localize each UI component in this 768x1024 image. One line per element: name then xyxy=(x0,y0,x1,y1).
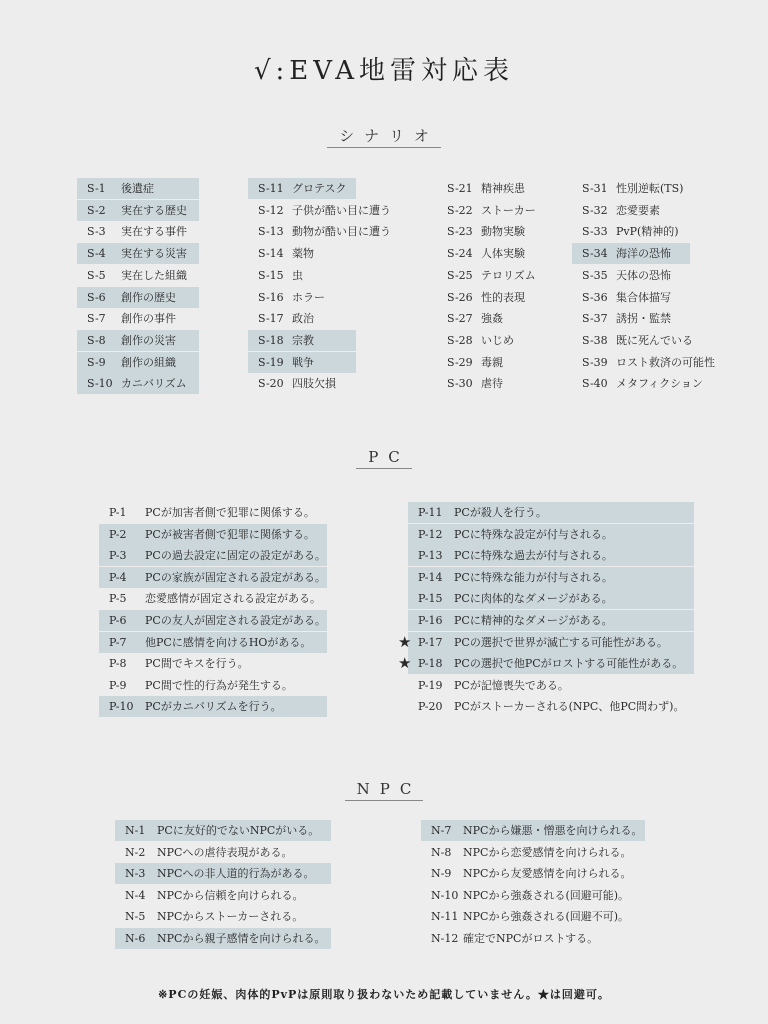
scenario-label: 精神疾患 xyxy=(481,182,525,195)
pc-item xyxy=(99,632,327,653)
scenario-item xyxy=(248,221,391,242)
scenario-label: 既に死んでいる xyxy=(616,333,693,347)
npc-code: N-7 xyxy=(431,824,452,837)
npc-item xyxy=(421,928,645,949)
scenario-label: グロテスク xyxy=(292,182,347,195)
pc-item xyxy=(408,524,694,545)
scenario-label: 虫 xyxy=(292,268,303,282)
scenario-label: 毒親 xyxy=(481,355,503,369)
scenario-label: 天体の恐怖 xyxy=(616,268,671,282)
scenario-item xyxy=(77,265,199,286)
scenario-code: S-5 xyxy=(87,268,106,282)
scenario-label: 実在する災害 xyxy=(121,247,187,261)
pc-item xyxy=(99,610,327,631)
scenario-label: テロリズム xyxy=(481,268,536,282)
pc-label: PCが殺人を行う。 xyxy=(454,506,547,519)
scenario-code: S-4 xyxy=(87,247,106,261)
pc-item xyxy=(408,502,694,523)
pc-code: P-20 xyxy=(418,700,443,714)
scenario-item xyxy=(77,178,199,199)
scenario-label: PvP(精神的) xyxy=(616,225,679,239)
pc-code: P-12 xyxy=(418,527,443,541)
scenario-code: S-19 xyxy=(258,355,284,369)
scenario-code: S-2 xyxy=(87,203,106,217)
npc-label: 確定でNPCがロストする。 xyxy=(463,932,599,945)
scenario-code: S-12 xyxy=(258,203,284,217)
npc-item xyxy=(421,906,645,927)
scenario-item xyxy=(77,243,199,264)
scenario-label: 強姦 xyxy=(481,312,503,326)
pc-item xyxy=(408,675,694,696)
scenario-code: S-6 xyxy=(87,290,106,304)
pc-code: P-10 xyxy=(109,700,134,714)
scenario-item xyxy=(248,287,356,308)
scenario-label: ストーカー xyxy=(481,203,536,217)
pc-code: P-11 xyxy=(418,506,443,519)
scenario-item xyxy=(437,243,555,264)
pc-code: P-7 xyxy=(109,635,127,649)
scenario-code: S-30 xyxy=(447,377,473,391)
scenario-item xyxy=(248,330,356,351)
pc-code: P-5 xyxy=(109,592,127,606)
scenario-code: S-16 xyxy=(258,290,284,304)
pc-code: P-6 xyxy=(109,614,127,627)
npc-label: NPCから恋愛感情を向けられる。 xyxy=(463,845,632,859)
pc-label: PCがストーカーされる(NPC、他PC問わず)。 xyxy=(454,700,685,714)
scenario-item xyxy=(437,373,555,394)
scenario-label: 後遺症 xyxy=(121,182,154,195)
npc-label: NPCから強姦される(回避不可)。 xyxy=(463,910,630,924)
pc-item xyxy=(99,567,327,588)
pc-label: PCが加害者側で犯罪に関係する。 xyxy=(145,506,315,519)
scenario-label: 性別逆転(TS) xyxy=(616,182,684,195)
scenario-item xyxy=(572,243,690,264)
scenario-code: S-9 xyxy=(87,355,106,369)
star-icon: ★ xyxy=(398,654,412,673)
scenario-item xyxy=(77,330,199,351)
npc-label: NPCへの非人道的行為がある。 xyxy=(157,867,315,881)
scenario-code: S-40 xyxy=(582,377,608,391)
scenario-code: S-23 xyxy=(447,225,473,239)
pc-label: PC間でキスを行う。 xyxy=(145,657,249,671)
scenario-label: 政治 xyxy=(292,312,314,326)
scenario-label: カニバリズム xyxy=(121,377,187,391)
pc-item xyxy=(99,502,327,523)
npc-label: NPCからストーカーされる。 xyxy=(157,910,304,924)
npc-code: N-4 xyxy=(125,888,146,902)
scenario-code: S-1 xyxy=(87,182,106,195)
pc-item xyxy=(408,588,694,609)
scenario-label: 実在した組織 xyxy=(121,268,187,282)
scenario-code: S-26 xyxy=(447,290,473,304)
scenario-code: S-37 xyxy=(582,312,608,326)
scenario-label: 動物が酷い目に遭う xyxy=(292,225,391,239)
scenario-code: S-38 xyxy=(582,333,608,347)
pc-code: P-18 xyxy=(418,657,443,671)
pc-label: PCが記憶喪失である。 xyxy=(454,678,569,692)
scenario-item xyxy=(77,308,199,329)
scenario-code: S-15 xyxy=(258,268,284,282)
npc-item xyxy=(421,842,645,863)
scenario-item xyxy=(437,200,555,221)
scenario-code: S-29 xyxy=(447,355,473,369)
scenario-item xyxy=(437,308,555,329)
pc-label: PCの家族が固定される設定がある。 xyxy=(145,570,326,584)
pc-label: PC間で性的行為が発生する。 xyxy=(145,678,293,692)
section-heading-scenario: シナリオ xyxy=(0,125,768,146)
scenario-code: S-18 xyxy=(258,333,284,347)
scenario-label: 宗教 xyxy=(292,333,314,347)
npc-code: N-3 xyxy=(125,867,146,881)
scenario-item xyxy=(77,221,199,242)
scenario-code: S-33 xyxy=(582,225,608,239)
npc-code: N-11 xyxy=(431,910,459,924)
scenario-item xyxy=(77,373,199,394)
scenario-label: 動物実験 xyxy=(481,225,525,239)
pc-label: PCに特殊な設定が付与される。 xyxy=(454,527,613,541)
scenario-label: 薬物 xyxy=(292,247,314,261)
scenario-item xyxy=(572,352,715,373)
npc-label: NPCから強姦される(回避可能)。 xyxy=(463,888,630,902)
pc-label: PCに特殊な過去が付与される。 xyxy=(454,549,613,563)
scenario-label: 実在する歴史 xyxy=(121,203,187,217)
pc-item xyxy=(99,524,327,545)
scenario-code: S-31 xyxy=(582,182,608,195)
npc-item xyxy=(421,820,645,841)
scenario-item xyxy=(437,287,555,308)
scenario-code: S-24 xyxy=(447,247,473,261)
npc-code: N-6 xyxy=(125,932,146,945)
scenario-item xyxy=(572,178,690,199)
scenario-item xyxy=(572,265,690,286)
npc-code: N-1 xyxy=(125,824,146,837)
scenario-item xyxy=(572,200,690,221)
pc-item xyxy=(408,653,694,674)
scenario-code: S-36 xyxy=(582,290,608,304)
npc-item xyxy=(115,842,331,863)
pc-code: P-2 xyxy=(109,527,127,541)
scenario-label: 創作の組織 xyxy=(121,355,176,369)
scenario-label: ホラー xyxy=(292,290,325,304)
npc-item xyxy=(115,863,331,884)
section-heading-npc: NPC xyxy=(0,780,768,798)
pc-code: P-15 xyxy=(418,592,443,606)
scenario-item xyxy=(572,308,690,329)
scenario-code: S-28 xyxy=(447,333,473,347)
npc-label: NPCから親子感情を向けられる。 xyxy=(157,932,326,945)
pc-label: PCの選択で他PCがロストする可能性がある。 xyxy=(454,657,684,671)
scenario-label: 性的表現 xyxy=(481,290,525,304)
pc-label: PCの友人が固定される設定がある。 xyxy=(145,614,326,627)
scenario-label: 虐待 xyxy=(481,377,503,391)
pc-label: 恋愛感情が固定される設定がある。 xyxy=(145,592,321,606)
scenario-label: 人体実験 xyxy=(481,247,525,261)
scenario-code: S-13 xyxy=(258,225,284,239)
npc-item xyxy=(421,885,645,906)
scenario-code: S-39 xyxy=(582,355,608,369)
scenario-code: S-17 xyxy=(258,312,284,326)
scenario-label: 戦争 xyxy=(292,355,314,369)
scenario-code: S-34 xyxy=(582,247,608,261)
pc-item xyxy=(99,588,327,609)
npc-item xyxy=(421,863,645,884)
scenario-label: 創作の災害 xyxy=(121,333,176,347)
scenario-item xyxy=(248,265,356,286)
scenario-label: 海洋の恐怖 xyxy=(616,247,671,261)
npc-label: NPCから信頼を向けられる。 xyxy=(157,888,304,902)
scenario-code: S-10 xyxy=(87,377,113,391)
pc-item xyxy=(408,545,694,566)
scenario-code: S-21 xyxy=(447,182,473,195)
scenario-item xyxy=(77,200,199,221)
scenario-label: メタフィクション xyxy=(616,377,703,391)
pc-label: PCの選択で世界が滅亡する可能性がある。 xyxy=(454,635,668,649)
scenario-code: S-14 xyxy=(258,247,284,261)
scenario-code: S-35 xyxy=(582,268,608,282)
scenario-label: 子供が酷い目に遭う xyxy=(292,203,391,217)
pc-item xyxy=(408,567,694,588)
star-icon: ★ xyxy=(398,632,412,651)
scenario-code: S-11 xyxy=(258,182,284,195)
pc-label: 他PCに感情を向けるHOがある。 xyxy=(145,635,312,649)
npc-label: NPCから嫌悪・憎悪を向けられる。 xyxy=(463,824,643,837)
pc-code: P-8 xyxy=(109,657,127,671)
pc-item xyxy=(408,632,694,653)
npc-code: N-10 xyxy=(431,888,459,902)
scenario-label: 恋愛要素 xyxy=(616,203,660,217)
npc-code: N-9 xyxy=(431,867,452,881)
pc-item xyxy=(99,653,327,674)
page-title: √:EVA地雷対応表 xyxy=(253,56,515,86)
scenario-code: S-8 xyxy=(87,333,106,347)
pc-item xyxy=(408,696,694,717)
pc-code: P-16 xyxy=(418,614,443,627)
npc-code: N-8 xyxy=(431,845,452,859)
scenario-item xyxy=(77,287,199,308)
scenario-label: いじめ xyxy=(481,333,514,347)
npc-item xyxy=(115,906,331,927)
pc-code: P-1 xyxy=(109,506,127,519)
scenario-label: 創作の歴史 xyxy=(121,290,176,304)
scenario-label: 誘拐・監禁 xyxy=(616,312,671,326)
pc-code: P-13 xyxy=(418,549,443,563)
scenario-item xyxy=(437,352,555,373)
scenario-label: 創作の事件 xyxy=(121,312,176,326)
scenario-code: S-22 xyxy=(447,203,473,217)
pc-code: P-19 xyxy=(418,678,443,692)
pc-item xyxy=(99,675,327,696)
scenario-label: ロスト救済の可能性 xyxy=(616,355,715,369)
scenario-item xyxy=(572,221,690,242)
section-heading-pc: PC xyxy=(0,448,768,466)
scenario-code: S-32 xyxy=(582,203,608,217)
pc-code: P-17 xyxy=(418,635,443,649)
scenario-item xyxy=(437,265,555,286)
pc-item xyxy=(408,610,694,631)
scenario-item xyxy=(248,243,356,264)
scenario-item xyxy=(572,287,690,308)
scenario-code: S-7 xyxy=(87,312,106,326)
pc-code: P-14 xyxy=(418,570,443,584)
scenario-item xyxy=(437,178,555,199)
pc-code: P-3 xyxy=(109,549,127,563)
scenario-code: S-25 xyxy=(447,268,473,282)
scenario-item xyxy=(248,352,356,373)
npc-code: N-12 xyxy=(431,932,459,945)
pc-code: P-9 xyxy=(109,678,127,692)
scenario-item xyxy=(248,200,391,221)
scenario-item xyxy=(572,330,693,351)
npc-label: NPCへの虐待表現がある。 xyxy=(157,845,293,859)
npc-item xyxy=(115,820,331,841)
scenario-code: S-3 xyxy=(87,225,106,239)
pc-code: P-4 xyxy=(109,570,127,584)
scenario-item xyxy=(437,221,555,242)
footnote: ※PCの妊娠、肉体的PvPは原則取り扱わないため記載していません。★は回避可。 xyxy=(158,988,610,1001)
npc-code: N-2 xyxy=(125,845,146,859)
pc-label: PCの過去設定に固定の設定がある。 xyxy=(145,549,326,563)
pc-label: PCが被害者側で犯罪に関係する。 xyxy=(145,527,315,541)
pc-label: PCに特殊な能力が付与される。 xyxy=(454,570,613,584)
scenario-code: S-27 xyxy=(447,312,473,326)
scenario-item xyxy=(572,373,703,394)
pc-label: PCに精神的なダメージがある。 xyxy=(454,614,613,627)
pc-label: PCに肉体的なダメージがある。 xyxy=(454,592,613,606)
npc-label: PCに友好的でないNPCがいる。 xyxy=(157,824,320,837)
scenario-item xyxy=(248,308,356,329)
npc-label: NPCから友愛感情を向けられる。 xyxy=(463,867,632,881)
scenario-item xyxy=(77,352,199,373)
npc-item xyxy=(115,885,331,906)
npc-code: N-5 xyxy=(125,910,146,924)
scenario-item xyxy=(248,178,356,199)
scenario-label: 実在する事件 xyxy=(121,225,187,239)
pc-item xyxy=(99,545,327,566)
scenario-label: 集合体描写 xyxy=(616,290,671,304)
scenario-item xyxy=(437,330,555,351)
pc-label: PCがカニバリズムを行う。 xyxy=(145,700,282,714)
scenario-label: 四肢欠損 xyxy=(292,377,336,391)
scenario-item xyxy=(248,373,356,394)
pc-item xyxy=(99,696,327,717)
scenario-code: S-20 xyxy=(258,377,284,391)
npc-item xyxy=(115,928,331,949)
